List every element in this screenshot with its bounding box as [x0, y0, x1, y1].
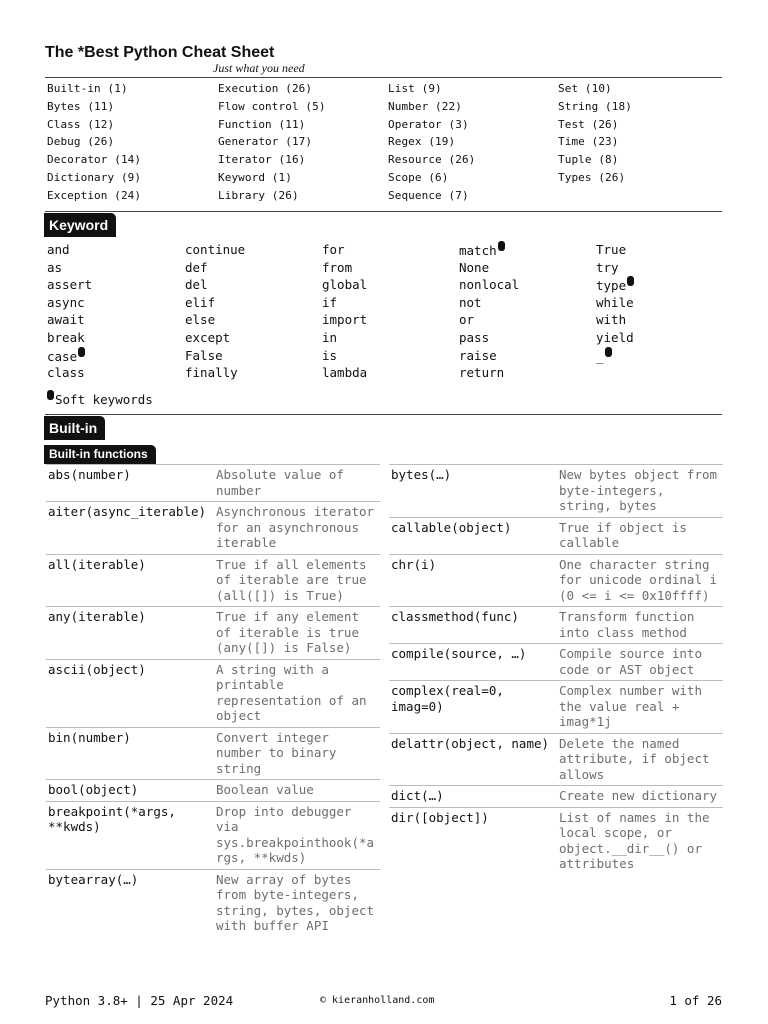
keyword-text: except — [185, 329, 231, 345]
keyword-text: nonlocal — [459, 277, 520, 293]
toc-link[interactable]: Library (26) — [218, 188, 299, 202]
keyword-text: yield — [596, 329, 634, 345]
keyword-item — [459, 329, 519, 347]
keyword-text: async — [47, 294, 85, 310]
function-signature: dict(…) — [391, 788, 444, 803]
page-title: The *Best Python Cheat Sheet — [45, 44, 275, 61]
keyword-item — [185, 294, 245, 312]
toc-link[interactable]: Resource (26) — [388, 153, 476, 167]
toc-link[interactable]: Regex (19) — [388, 135, 456, 149]
function-signature: complex(real=0, imag=0) — [391, 683, 504, 714]
toc-link[interactable]: Number (22) — [388, 99, 462, 113]
keyword-text: match — [459, 243, 497, 258]
keyword-text: and — [47, 242, 70, 257]
keyword-rule — [45, 414, 722, 415]
function-signature: aiter(async_iterable) — [48, 504, 207, 519]
keyword-text: _ — [596, 348, 604, 364]
keyword-item — [322, 241, 367, 259]
keyword-text: for — [322, 242, 345, 257]
keyword-text: else — [185, 312, 216, 328]
function-description: List of names in the local scope, or object.__dir__() or attributes — [559, 809, 710, 871]
keyword-item — [596, 259, 634, 277]
builtin-functions-right-column — [389, 464, 723, 875]
toc-link[interactable]: Time (23) — [558, 135, 619, 149]
keyword-item — [459, 364, 519, 382]
toc-link[interactable]: Iterator (16) — [218, 153, 306, 167]
toc-link[interactable]: Types (26) — [558, 170, 626, 184]
function-signature: classmethod(func) — [391, 609, 519, 624]
toc-link[interactable]: Scope (6) — [388, 170, 449, 184]
function-row — [389, 733, 723, 786]
footer-page-number: 1 of 26 — [669, 993, 722, 1008]
keyword-text: None — [459, 259, 490, 275]
function-description: True if object is callable — [559, 519, 687, 550]
page-subtitle: Just what you need — [213, 61, 305, 75]
keyword-item — [185, 364, 245, 382]
footer-copyright-link[interactable]: © kieranholland.com — [320, 995, 435, 1006]
keyword-text: raise — [459, 347, 497, 363]
table-of-contents — [47, 80, 722, 206]
soft-keyword-marker-icon — [627, 276, 634, 286]
keyword-item — [185, 329, 245, 347]
keyword-item — [47, 259, 92, 277]
function-row — [389, 643, 723, 680]
toc-link[interactable]: Generator (17) — [218, 135, 313, 149]
function-signature: bin(number) — [48, 729, 131, 745]
toc-link[interactable]: Class (12) — [47, 117, 115, 131]
function-description: A string with a printable representation of an object — [216, 661, 367, 723]
keyword-column — [322, 241, 367, 382]
function-row — [46, 606, 380, 659]
function-signature: compile(source, …) — [391, 646, 527, 661]
keyword-item — [322, 294, 367, 312]
keyword-text: is — [322, 347, 338, 363]
toc-link[interactable]: Tuple (8) — [558, 153, 619, 167]
toc-link[interactable]: Keyword (1) — [218, 170, 292, 184]
toc-link[interactable]: Exception (24) — [47, 188, 142, 202]
keyword-text: return — [459, 365, 505, 381]
keyword-item — [459, 276, 519, 294]
function-row — [46, 501, 380, 554]
keyword-item — [596, 276, 634, 294]
soft-keywords-note — [47, 390, 153, 407]
soft-keyword-marker-icon — [498, 241, 505, 251]
function-description: True if any element of iterable is true (any([]) is False) — [216, 609, 359, 655]
keyword-item — [459, 241, 519, 259]
function-description: New bytes object from byte-integers, string, bytes — [559, 467, 718, 513]
toc-link[interactable]: Operator (3) — [388, 117, 469, 131]
toc-link[interactable]: Set (10) — [558, 82, 612, 95]
function-signature: bytearray(…) — [48, 871, 139, 887]
function-description: True if all elements of iterable are true (all([]) is True) — [216, 556, 367, 603]
keyword-item — [459, 311, 519, 329]
function-description: New array of bytes from byte-integers, string, bytes, object with buffer API — [216, 871, 375, 933]
keyword-item — [322, 347, 367, 365]
keyword-text: False — [185, 347, 223, 363]
keyword-item — [47, 294, 92, 312]
function-signature: ascii(object) — [48, 661, 146, 677]
function-row — [389, 464, 723, 517]
keyword-column — [596, 241, 634, 364]
function-signature: bool(object) — [48, 782, 139, 797]
keyword-column — [185, 241, 245, 382]
function-row — [389, 517, 723, 554]
toc-link[interactable]: Bytes (11) — [47, 99, 115, 113]
keyword-item — [47, 311, 92, 329]
function-description: One character string for unicode ordinal i (0 <= i <= 0x10ffff) — [559, 556, 718, 603]
keyword-text: if — [322, 294, 338, 310]
toc-link[interactable]: Decorator (14) — [47, 153, 142, 167]
builtin-functions-subtab: Built-in functions — [44, 445, 156, 464]
keyword-text: global — [322, 277, 368, 293]
toc-column — [47, 80, 141, 205]
function-description: Transform function into class method — [559, 609, 695, 640]
function-signature: any(iterable) — [48, 609, 146, 624]
keyword-item — [596, 329, 634, 347]
toc-column — [388, 80, 475, 205]
toc-link[interactable]: Built-in (1) — [47, 82, 128, 95]
keyword-item — [185, 347, 245, 365]
keyword-section-tab: Keyword — [44, 213, 116, 237]
keyword-item — [322, 311, 367, 329]
keyword-text: finally — [185, 365, 238, 381]
function-description: Drop into debugger via sys.breakpointhook(*a rgs, **kwds) — [216, 803, 375, 865]
function-row — [389, 807, 723, 875]
keyword-grid — [47, 241, 722, 386]
function-signature: bytes(…) — [391, 467, 452, 482]
soft-keyword-marker-icon — [78, 347, 85, 357]
keyword-item — [185, 276, 245, 294]
toc-rule — [45, 211, 722, 212]
keyword-item — [47, 241, 92, 259]
toc-link[interactable]: Debug (26) — [47, 135, 115, 149]
keyword-text: True — [596, 242, 627, 257]
keyword-text: in — [322, 329, 338, 345]
keyword-text: def — [185, 259, 208, 275]
keyword-item — [47, 329, 92, 347]
function-row — [46, 727, 380, 780]
keyword-item — [322, 259, 367, 277]
function-description: Asynchronous iterator for an asynchronous iterable — [216, 504, 375, 550]
function-description: Create new dictionary — [559, 788, 718, 803]
builtin-functions-left-column — [46, 464, 380, 937]
keyword-text: not — [459, 294, 482, 310]
function-row — [389, 606, 723, 643]
keyword-text: lambda — [322, 365, 368, 381]
function-row — [46, 659, 380, 727]
soft-keyword-marker-icon — [605, 347, 612, 357]
keyword-text: while — [596, 294, 634, 310]
function-signature: all(iterable) — [48, 556, 146, 572]
keyword-item — [596, 347, 634, 365]
keyword-text: continue — [185, 242, 246, 257]
keyword-item — [322, 329, 367, 347]
function-signature: dir([object]) — [391, 809, 489, 825]
keyword-text: as — [47, 259, 63, 275]
keyword-item — [322, 276, 367, 294]
keyword-item — [322, 364, 367, 382]
toc-link[interactable]: Flow control (5) — [218, 99, 326, 113]
toc-link[interactable]: Test (26) — [558, 117, 619, 131]
function-signature: callable(object) — [391, 519, 512, 535]
keyword-column — [459, 241, 519, 382]
keyword-item — [185, 259, 245, 277]
keyword-column — [47, 241, 92, 382]
toc-link[interactable]: Execution (26) — [218, 82, 313, 95]
keyword-text: with — [596, 312, 627, 328]
keyword-item — [459, 294, 519, 312]
keyword-item — [596, 311, 634, 329]
keyword-text: import — [322, 312, 368, 328]
keyword-item — [596, 294, 634, 312]
function-description: Delete the named attribute, if object allows — [559, 735, 710, 782]
keyword-text: try — [596, 259, 619, 275]
toc-link[interactable]: Dictionary (9) — [47, 170, 142, 184]
keyword-text: type — [596, 278, 627, 294]
footer-version-date: Python 3.8+ | 25 Apr 2024 — [45, 993, 234, 1008]
toc-link[interactable]: Sequence (7) — [388, 188, 469, 202]
soft-keywords-label: Soft keywords — [55, 392, 153, 407]
function-row — [389, 785, 723, 807]
function-description: Absolute value of number — [216, 467, 344, 498]
keyword-text: assert — [47, 277, 93, 293]
keyword-item — [185, 241, 245, 259]
toc-column — [218, 80, 326, 205]
keyword-item — [459, 259, 519, 277]
function-signature: abs(number) — [48, 467, 131, 482]
function-row — [389, 554, 723, 607]
function-row — [46, 801, 380, 869]
toc-link[interactable]: List (9) — [388, 82, 442, 95]
function-signature: delattr(object, name) — [391, 735, 550, 751]
function-description: Complex number with the value real + imag*1j — [559, 683, 702, 729]
function-row — [46, 554, 380, 607]
keyword-text: break — [47, 329, 85, 345]
keyword-item — [47, 364, 92, 382]
function-row — [389, 680, 723, 733]
keyword-text: pass — [459, 329, 490, 345]
function-signature: breakpoint(*args, **kwds) — [48, 803, 176, 834]
keyword-item — [47, 276, 92, 294]
function-row — [46, 779, 380, 801]
function-signature: chr(i) — [391, 556, 437, 572]
keyword-item — [185, 311, 245, 329]
keyword-text: or — [459, 312, 475, 328]
keyword-text: case — [47, 348, 78, 364]
function-description: Boolean value — [216, 782, 314, 797]
function-row — [46, 464, 380, 501]
function-row — [46, 869, 380, 937]
function-description: Convert integer number to binary string — [216, 729, 337, 776]
function-description: Compile source into code or AST object — [559, 646, 702, 677]
soft-keyword-marker-icon — [47, 390, 54, 400]
toc-column — [558, 80, 632, 187]
keyword-text: class — [47, 365, 85, 381]
toc-link[interactable]: String (18) — [558, 99, 632, 113]
header-rule — [45, 77, 722, 78]
keyword-text: elif — [185, 294, 216, 310]
keyword-text: await — [47, 312, 85, 328]
keyword-item — [459, 347, 519, 365]
keyword-item — [47, 347, 92, 365]
toc-link[interactable]: Function (11) — [218, 117, 306, 131]
keyword-text: del — [185, 277, 208, 293]
builtin-section-tab: Built-in — [44, 416, 105, 440]
keyword-text: from — [322, 259, 353, 275]
keyword-item — [596, 241, 634, 259]
